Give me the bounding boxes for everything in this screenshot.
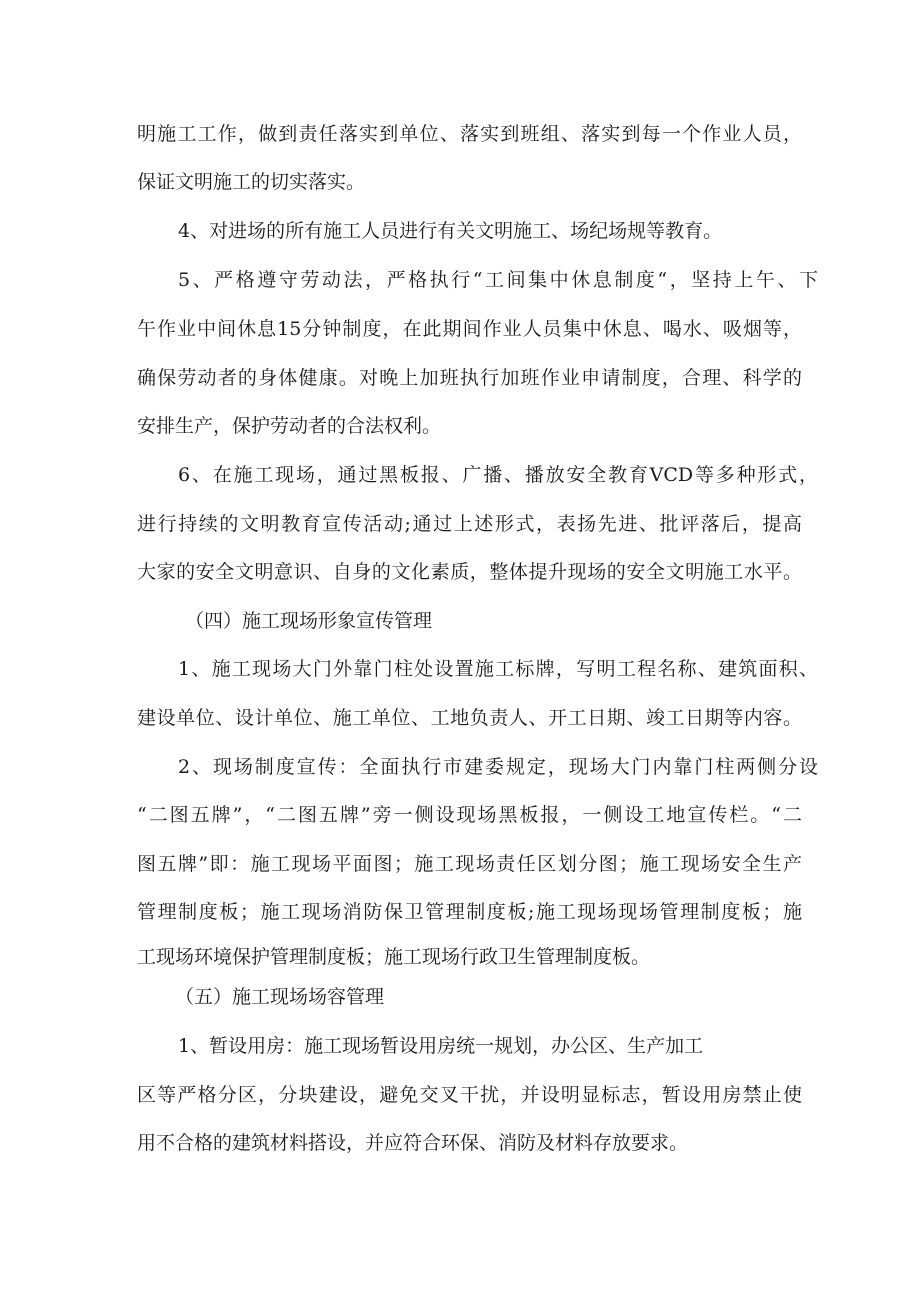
text-line-12: 1、施工现场大门外靠门柱处设置施工标牌，写明工程名称、建筑面积、 <box>178 658 818 680</box>
text-line-15: “二图五牌”，“二图五牌”旁一侧设现场黑板报，一侧设工地宣传栏。“二 <box>137 804 802 826</box>
section-heading-4: （四）施工现场形象宣传管理 <box>185 610 433 632</box>
text-line-3: 4、对进场的所有施工人员进行有关文明施工、场纪场规等教育。 <box>178 220 723 242</box>
text-line-16: 图五牌”即：施工现场平面图；施工现场责任区划分图；施工现场安全生产 <box>137 853 802 875</box>
text-line-1: 明施工工作，做到责任落实到单位、落实到班组、落实到每一个作业人员， <box>137 123 802 145</box>
text-line-6: 确保劳动者的身体健康。对晚上加班执行加班作业申请制度，合理、科学的 <box>137 367 802 389</box>
text-line-13: 建设单位、设计单位、施工单位、工地负责人、开工日期、竣工日期等内容。 <box>137 707 802 729</box>
text-line-18: 工现场环境保护管理制度板；施工现场行政卫生管理制度板。 <box>137 946 651 968</box>
text-line-21: 区等严格分区，分块建设，避免交叉干扰，并设明显标志，暂设用房禁止使 <box>137 1084 802 1106</box>
section-heading-5: （五）施工现场场容管理 <box>175 986 385 1008</box>
text-line-2: 保证文明施工的切实落实。 <box>137 171 366 193</box>
text-line-17: 管理制度板；施工现场消防保卫管理制度板;施工现场现场管理制度板；施 <box>137 901 802 923</box>
text-line-14: 2、现场制度宣传：全面执行市建委规定，现场大门内靠门柱两侧分设 <box>178 756 818 778</box>
text-line-4: 5、严格遵守劳动法，严格执行“工间集中休息制度“，坚持上午、下 <box>178 269 818 291</box>
text-line-9: 进行持续的文明教育宣传活动;通过上述形式，表扬先进、批评落后，提高 <box>137 513 802 535</box>
text-line-7: 安排生产，保护劳动者的合法权利。 <box>137 415 442 437</box>
text-line-5: 午作业中间休息15分钟制度，在此期间作业人员集中休息、喝水、吸烟等， <box>137 318 802 340</box>
text-line-10: 大家的安全文明意识、自身的文化素质，整体提升现场的安全文明施工水平。 <box>137 561 802 583</box>
text-line-22: 用不合格的建筑材料搭设，并应符合环保、消防及材料存放要求。 <box>137 1132 689 1154</box>
text-line-20: 1、暂设用房：施工现场暂设用房统一规划，办公区、生产加工 <box>178 1035 704 1057</box>
text-line-8: 6、在施工现场，通过黑板报、广播、播放安全教育VCD等多种形式， <box>178 464 818 486</box>
